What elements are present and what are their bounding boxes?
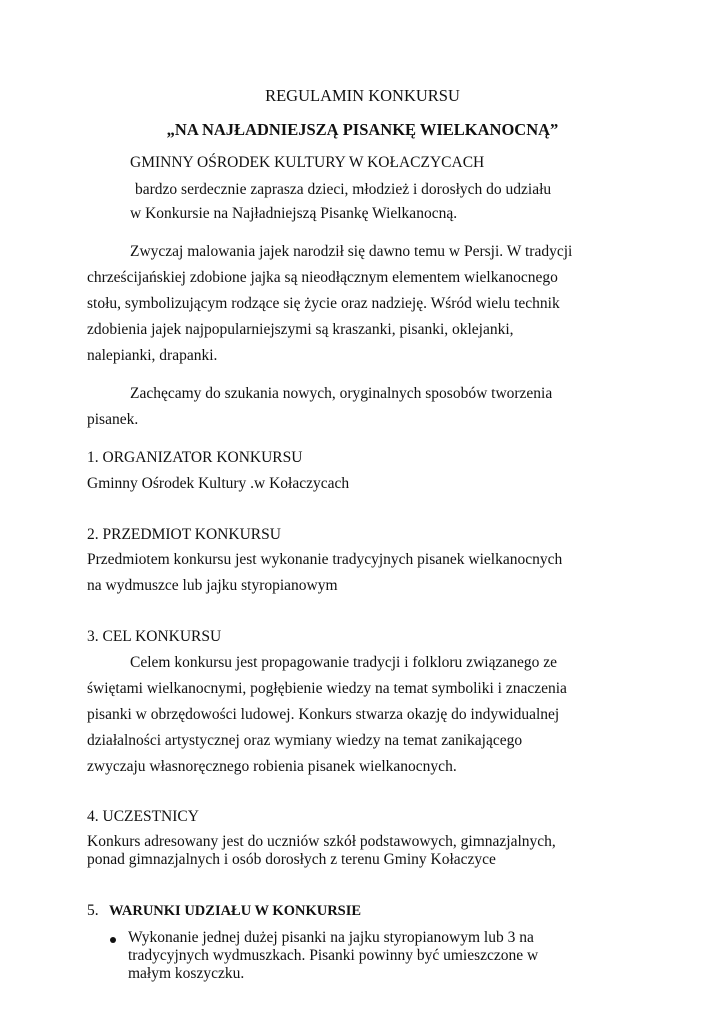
section-line: Przedmiotem konkursu jest wykonanie tradycyjnych pisanek wielkanocnych — [87, 551, 563, 568]
bullet-line: tradycyjnych wydmuszkach. Pisanki powinny być umieszczone w — [128, 947, 539, 964]
section-line: na wydmuszce lub jajku styropianowym — [87, 577, 338, 594]
section-heading: 4. UCZESTNICY — [87, 808, 199, 825]
section-heading: 1. ORGANIZATOR KONKURSU — [87, 449, 303, 466]
section-line: pisanki w obrzędowości ludowej. Konkurs stwarza okazję do indywidualnej — [87, 706, 560, 723]
organizer-name: GMINNY OŚRODEK KULTURY W KOŁACZYCACH — [130, 154, 485, 171]
bullet-icon — [110, 937, 116, 943]
bullet-line: Wykonanie jednej dużej pisanki na jajku styropianowym lub 3 na — [128, 929, 534, 946]
section-line: świętami wielkanocnymi, pogłębienie wiedzy na temat symboliki i znaczenia — [87, 680, 567, 697]
invite-line: w Konkursie na Najładniejszą Pisankę Wielkanocną. — [130, 205, 458, 222]
section-heading: 2. PRZEDMIOT KONKURSU — [87, 526, 281, 543]
paragraph-line: stołu, symbolizującym rodzące się życie oraz nadzieję. Wśród wielu technik — [87, 295, 560, 312]
paragraph-line: Zwyczaj malowania jajek narodził się dawno temu w Persji. W tradycji — [130, 243, 573, 260]
section-line: działalności artystycznej oraz wymiany wiedzy na temat zanikającego — [87, 732, 523, 749]
section-line: Konkurs adresowany jest do uczniów szkół podstawowych, gimnazjalnych, — [87, 833, 556, 850]
invite-line: bardzo serdecznie zaprasza dzieci, młodzież i dorosłych do udziału — [135, 181, 552, 198]
document-subtitle: „NA NAJŁADNIEJSZĄ PISANKĘ WIELKANOCNĄ” — [166, 120, 559, 139]
section-line: Gminny Ośrodek Kultury .w Kołaczycach — [87, 475, 350, 492]
bullet-line: małym koszyczku. — [128, 965, 245, 982]
paragraph-line: zdobienia jajek najpopularniejszymi są kraszanki, pisanki, oklejanki, — [87, 321, 514, 338]
section-heading-number: 5. — [87, 902, 99, 919]
paragraph-line: pisanek. — [87, 411, 139, 428]
section-heading: 3. CEL KONKURSU — [87, 628, 222, 645]
section-line: ponad gimnazjalnych i osób dorosłych z terenu Gminy Kołaczyce — [87, 851, 496, 868]
paragraph-line: nalepianki, drapanki. — [87, 347, 218, 364]
paragraph-line: Zachęcamy do szukania nowych, oryginalnych sposobów tworzenia — [130, 385, 553, 402]
document-title: REGULAMIN KONKURSU — [265, 86, 460, 105]
section-heading: WARUNKI UDZIAŁU W KONKURSIE — [109, 903, 362, 919]
section-line: zwyczaju własnoręcznego robienia pisanek wielkanocnych. — [87, 758, 457, 775]
paragraph-line: chrześcijańskiej zdobione jajka są nieodłącznym elementem wielkanocnego — [87, 269, 558, 286]
section-line: Celem konkursu jest propagowanie tradycji i folkloru związanego ze — [130, 654, 557, 671]
